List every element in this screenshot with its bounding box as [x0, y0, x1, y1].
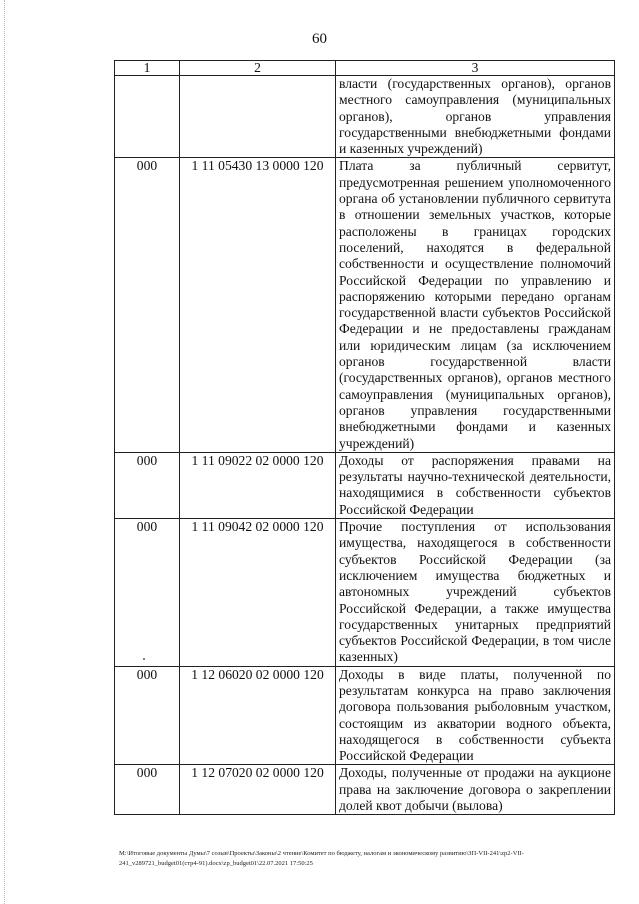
kbk-code-cell: 1 12 07020 02 0000 120: [180, 765, 336, 815]
kbk-code-cell: [180, 76, 336, 158]
revenue-description-cell: Плата за публичный сервитут, предусмотренная решением уполномоченного органа об установлении публичного сервитута в отношении земельных участков, которые расположены в границах городских поселений, находятся в федеральной собственности и осуществление полномочий Российской Федерации по управлению и распоряжению которыми передано органам государственной власти субъектов Российской Федерации и не предоставлены гражданам или юридическим лицам (за исключением органов государственной власти (государственных органов), органов местного самоуправления (муниципальных органов), органов управления государственными внебюджетными фондами и казенных учреждений): [336, 158, 615, 452]
footer-path-line-2: 241_v289721_budget01(стр4-91).docx\zp_budget01\22.07.2021 17:50:25: [119, 860, 313, 867]
table-header-row: [115, 61, 615, 76]
admin-code-cell: 000: [115, 765, 180, 815]
table-row: [115, 158, 615, 452]
admin-code-cell: 000: [115, 519, 180, 667]
admin-code-cell: [115, 76, 180, 158]
kbk-code-cell: 1 11 09022 02 0000 120: [180, 452, 336, 518]
scan-margin-line: [0, 0, 5, 904]
column-header-1: 1: [115, 61, 180, 76]
table-row: [115, 666, 615, 765]
kbk-code-cell: 1 12 06020 02 0000 120: [180, 666, 336, 765]
column-header-2: 2: [180, 61, 336, 76]
admin-code-cell: 000: [115, 666, 180, 765]
table-row: [115, 519, 615, 667]
revenue-description-cell: власти (государственных органов), органов местного самоуправления (муниципальных органов), органов управления государственными внебюджетными фондами и казенных учреждений): [336, 76, 615, 158]
admin-code-cell: 000: [115, 452, 180, 518]
revenue-description-cell: Доходы от распоряжения правами на результаты научно-технической деятельности, находящимися в собственности субъектов Российской Федерации: [336, 452, 615, 518]
kbk-code-cell: 1 11 05430 13 0000 120: [180, 158, 336, 452]
admin-code-cell: 000: [115, 158, 180, 452]
kbk-code-cell: 1 11 09042 02 0000 120: [180, 519, 336, 667]
budget-revenue-table: [114, 60, 615, 815]
page-number: 60: [312, 31, 327, 47]
document-path-footer: [119, 849, 619, 869]
table-row: [115, 452, 615, 518]
revenue-description-cell: Прочие поступления от использования имущества, находящегося в собственности субъектов Российской Федерации (за исключением имущества бюджетных и автономных учреждений субъектов Российской Федерации, а также имущества государственных унитарных предприятий субъектов Российской Федерации, в том числе казенных): [336, 519, 615, 667]
revenue-description-cell: Доходы, полученные от продажи на аукционе права на заключение договора о закреплении долей квот добычи (вылова): [336, 765, 615, 815]
table-row: [115, 76, 615, 158]
table-row: [115, 765, 615, 815]
footer-path-line-1: М:\Итоговые документы Думы\7 созыв\Проекты\Законы\2 чтение\Комитет по бюджету, налогам и экономическому развитию\ЗП-VII-241\zp2-VII-: [119, 850, 524, 857]
scan-speck: [143, 658, 145, 660]
revenue-description-cell: Доходы в виде платы, полученной по результатам конкурса на право заключения договора пользования рыболовным участком, состоящим из акватории водного объекта, находящегося в собственности субъекта Российской Федерации: [336, 666, 615, 765]
column-header-3: 3: [336, 61, 615, 76]
